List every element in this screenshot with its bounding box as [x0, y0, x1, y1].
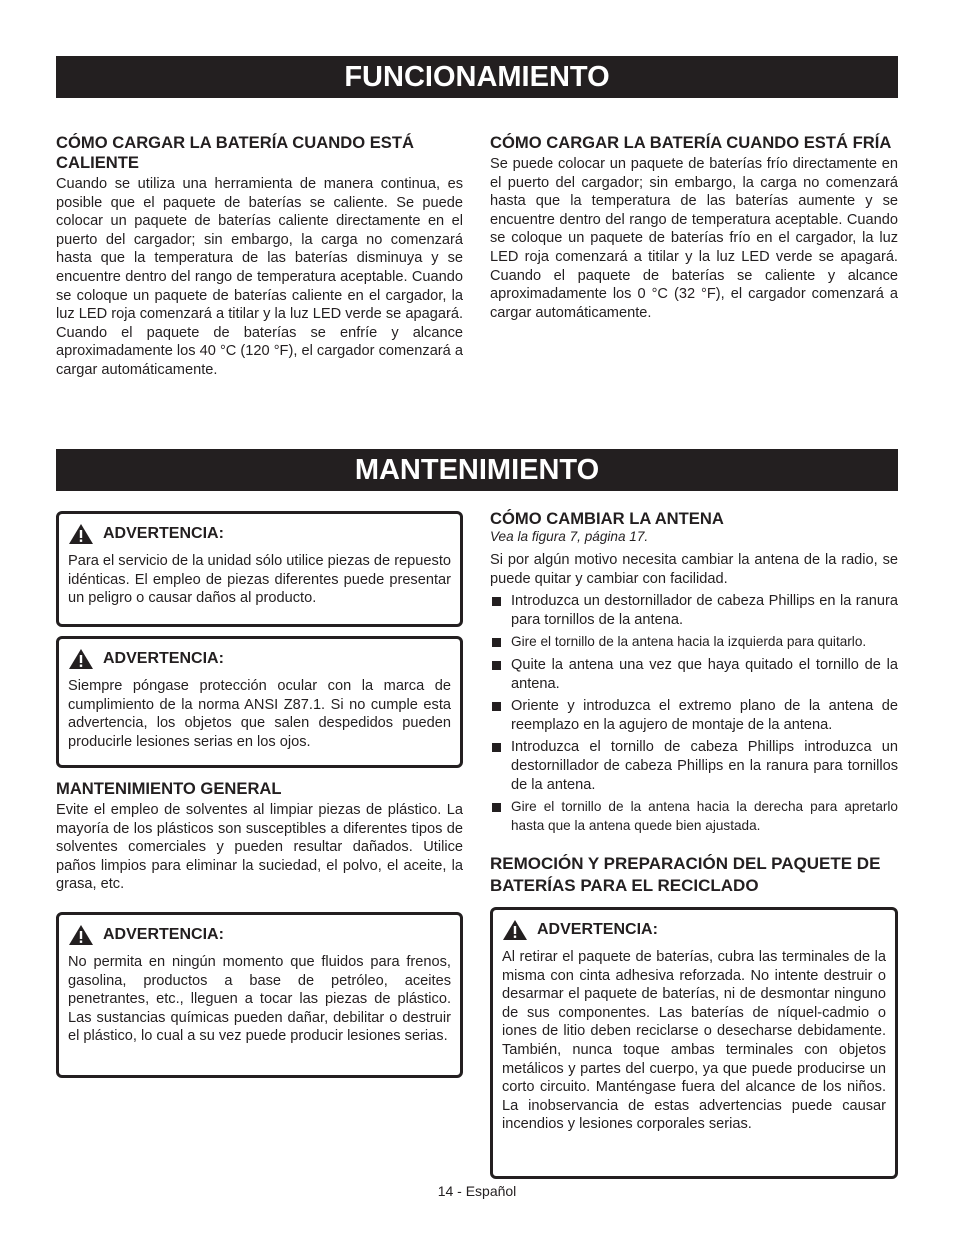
- bullet-square-icon: [492, 638, 501, 647]
- warning-triangle-icon: [502, 919, 528, 941]
- antenna-steps-list: [490, 592, 898, 835]
- antenna-intro: Si por algún motivo necesita cambiar la antena de la radio, se puede quitar y cambiar con facilidad.: [490, 552, 898, 587]
- list-item: Introduzca un destornillador de cabeza Phillips en la ranura para tornillos de la antena.: [490, 592, 898, 629]
- list-item: Introduzca el tornillo de cabeza Phillips introduzca un destornillador de cabeza Phillips en la ranura para tornillos de la antena.: [490, 738, 898, 794]
- hot-battery-body: Cuando se utiliza una herramienta de manera continua, es posible que el paquete de baterías se caliente. Se puede colocar un paquete de baterías caliente directamente en el puerto del cargador; sin embargo, la carga no comenzará hasta que la temperatura de las baterías disminuya y se encuentre dentro del rango de temperatura aceptable. Cuando se coloque un paquete de baterías caliente en el cargador, la luz LED roja comenzará a titilar y la luz LED verde se apagará. Cuando el paquete de baterías se enfríe y alcance aproximadamente los 40 °C (120 °F), el cargador comenzará a cargar automáticamente.: [56, 176, 463, 378]
- general-maintenance-heading: MANTENIMIENTO GENERAL: [56, 779, 282, 798]
- warning-box-eye-protection: [56, 636, 463, 768]
- cold-battery-section: [490, 133, 898, 322]
- cold-battery-body: Se puede colocar un paquete de baterías frío directamente en el puerto del cargador; sin embargo, la carga no comenzará hasta que la temperatura de las baterías aumente y se encuentre dentro del rango de temperatura aceptable. Cuando se coloque un paquete de baterías frío en el cargador, la luz LED roja comenzará a titilar y la luz LED verde se apagará. Cuando el paquete de baterías se caliente y alcance aproximadamente los 0 °C (32 °F), el cargador comenzará a cargar automáticamente.: [490, 156, 898, 321]
- general-maintenance-body: Evite el empleo de solventes al limpiar piezas de plástico. La mayoría de los plásticos son susceptibles a diferentes tipos de solventes comerciales y pueden resultar dañados. Utilice paños limpios para eliminar la suciedad, el polvo, el aceite, la grasa, etc.: [56, 802, 463, 893]
- warning-text: Siempre póngase protección ocular con la marca de cumplimiento de la norma ANSI Z87.1. Si no cumple esta advertencia, los objetos que salen despedidos pueden producirle lesiones serias en los ojos.: [68, 678, 451, 750]
- bullet-square-icon: [492, 743, 501, 752]
- list-item: Gire el tornillo de la antena hacia la izquierda para quitarlo.: [490, 633, 898, 652]
- page-number: 14 - Español: [437, 1183, 517, 1199]
- warning-box-parts: [56, 511, 463, 627]
- bullet-square-icon: [492, 661, 501, 670]
- warning-text: No permita en ningún momento que fluidos para frenos, gasolina, productos a base de petróleo, aceites penetrantes, etc., lleguen a tocar las piezas de plástico. Las sustancias químicas pueden dañar, debilitar o destruir el plástico, lo cual a su vez puede producir lesiones serias.: [68, 954, 451, 1045]
- list-item: Gire el tornillo de la antena hacia la derecha para apretarlo hasta que la antena quede bien ajustada.: [490, 798, 898, 835]
- bullet-square-icon: [492, 597, 501, 606]
- section-title-funcionamiento: FUNCIONAMIENTO: [56, 56, 898, 98]
- recycle-section: [490, 853, 898, 897]
- hot-battery-heading: CÓMO CARGAR LA BATERÍA CUANDO ESTÁ CALIENTE: [56, 133, 414, 172]
- warning-triangle-icon: [68, 523, 94, 545]
- warning-text: Para el servicio de la unidad sólo utilice piezas de repuesto idénticas. El empleo de piezas diferentes puede presentar un peligro o causar daños al producto.: [68, 553, 451, 607]
- antenna-figure-reference: Vea la figura 7, página 17.: [490, 529, 649, 544]
- antenna-section: [490, 509, 898, 839]
- bullet-square-icon: [492, 803, 501, 812]
- list-item: Quite la antena una vez que haya quitado el tornillo de la antena.: [490, 656, 898, 693]
- warning-text: Al retirar el paquete de baterías, cubra las terminales de la misma con cinta adhesiva reforzada. No intente destruir o desarmar el paquete de baterías, ni de desmontar ninguno de sus componentes. Las baterías de níquel-cadmio o iones de litio deben reciclarse o desecharse debidamente. También, nunca toque ambas terminales con objetos metálicos y partes del cuerpo, ya que puede producirse un corto circuito. Manténgase fuera del alcance de los niños. La inobservancia de estas advertencias puede causar incendios y lesiones corporales serias.: [502, 949, 886, 1133]
- bullet-square-icon: [492, 702, 501, 711]
- warning-triangle-icon: [68, 648, 94, 670]
- general-maintenance-section: [56, 779, 463, 894]
- hot-battery-section: [56, 133, 463, 380]
- recycle-heading: REMOCIÓN Y PREPARACIÓN DEL PAQUETE DE BATERÍAS PARA EL RECICLADO: [490, 854, 881, 895]
- warning-triangle-icon: [68, 924, 94, 946]
- warning-label: ADVERTENCIA:: [103, 926, 224, 943]
- warning-label: ADVERTENCIA:: [537, 921, 658, 938]
- cold-battery-heading: CÓMO CARGAR LA BATERÍA CUANDO ESTÁ FRÍA: [490, 133, 892, 152]
- warning-box-battery-recycling: [490, 907, 898, 1179]
- warning-label: ADVERTENCIA:: [103, 650, 224, 667]
- antenna-heading: CÓMO CAMBIAR LA ANTENA: [490, 509, 724, 528]
- warning-label: ADVERTENCIA:: [103, 525, 224, 542]
- section-title-mantenimiento: MANTENIMIENTO: [56, 449, 898, 491]
- warning-box-fluids: [56, 912, 463, 1078]
- list-item: Oriente y introduzca el extremo plano de la antena de reemplazo en la agujero de montaje de la antena.: [490, 697, 898, 734]
